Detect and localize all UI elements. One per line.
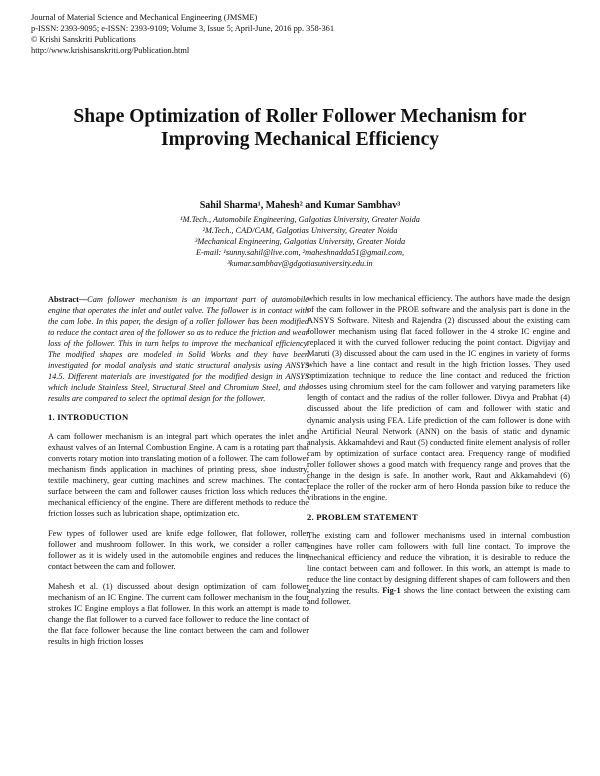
paragraph: which results in low mechanical efficiency. The authors have made the design of the cam follower in the PROE software and the analysis part is done in the ANSYS Software. Nitesh and Rajendra (2) discussed about the existing cam follower mechanism using flat faced follower in the 4 stroke IC engine and replaced it with the curved follower reducing the point contact. Digvijay and Maruti (3) discussed about the cam used in the IC engines in variety of forms which have a line contact and result in the high friction losses. They used optimization technique to reduce the line contact and reduced the friction losses using chromium steel for the cam follower and varying parameters like length of contact and the radius of the roller follower. Divya and Prabhat (4) discussed about the life prediction of cam and follower with static and dynamic analysis using FEA. Life prediction of the cam follower is done with the Artificial Neural Network (ANN) on the basis of static and dynamic analysis. Akkamahdevi and Raut (5) conducted finite element analysis of roller cam by optimization of surface contact area. Frequency range of modified roller follower shows a good match with frequency range and proves that the change in the design is safe. In another work, Raut and Akkamahdevi (6) replace the roller of the rocker arm of hero Honda passion bike to reduce the vibrations in the engine. [307,294,570,502]
figure-reference: Fig-1 [382,586,401,596]
right-column [307,293,570,616]
issn-line: p-ISSN: 2393-9095; e-ISSN: 2393-9109; Volume 3, Issue 5; April-June, 2016 pp. 358-361 [31,24,335,33]
journal-header [31,12,431,56]
paragraph: Mahesh et al. (1) discussed about design optimization of cam follower mechanism of an IC Engine. The current cam follower mechanism in the four strokes IC Engine employs a flat follower. In this work an attempt is made to change the flat follower to a curved face follower to reduce the line contact of the flat face follower because the line contact between the cam and follower results in high friction losses [48,582,309,647]
author-list: Sahil Sharma¹, Mahesh² and Kumar Sambhav³ [199,200,401,211]
section-heading-problem-statement: 2. PROBLEM STATEMENT [307,511,418,522]
paragraph: Few types of follower used are knife edge follower, flat follower, roller follower and mushroom follower. In this work, we consider a roller cam follower as it is widely used in the automobile engines and reduces the line contact between the cam and follower. [48,528,309,572]
problem-text-end: shows the line contact between the existing cam and follower. [307,586,571,607]
paragraph: A cam follower mechanism is an integral part which operates the inlet and exhaust valves of an Internal Combustion Engine. A cam is a rotating part that converts rotary motion into translating motion of a follower. The cam follower mechanism finds application in machines of printing press, shoe industry, textile machinery, gear cutting machines and screw machines. The contact surface between the cam and follower causes friction loss which reduces the mechanical efficiency of the engine. There are different methods to reduce the friction losses such as lubrication shape, optimization etc. [48,431,309,518]
affiliation-line: ³Mechanical Engineering, Galgotias University, Greater Noida [194,237,406,246]
publisher-line: © Krishi Sanskriti Publications [31,35,136,44]
journal-name: Journal of Material Science and Mechanical Engineering (JMSME) [31,13,258,22]
email-line: E-mail: ¹sunny.sahil@live.com, ²maheshnadda51@gmail.com, [195,248,405,257]
affiliation-line: ¹M.Tech., Automobile Engineering, Galgotias University, Greater Noida [180,215,420,224]
section-heading-introduction: 1. INTRODUCTION [48,412,129,423]
problem-text: The existing cam and follower mechanisms used in internal combustion engines have roller cam followers with full line contact. To improve the mechanical efficiency and reduce the vibration, it is desirable to reduce the line contact between cam and follower. In this work, an attempt is made to reduce the line contact by designing different shapes of cam followers and then analyzing the results. [307,530,570,596]
abstract [48,294,309,404]
paper-title: Shape Optimization of Roller Follower Mechanism for Improving Mechanical Efficiency [73,106,527,150]
abstract-text: Cam follower mechanism is an important part of automobile engine that operates the inlet and outlet valve. The follower is in contact with the cam lobe. In this paper, the design of a roller follower has been modified to reduce the contact area of the follower so as to reduce the friction and wear loss of the follower. This in turn helps to improve the mechanical efficiency. The modified shapes are modeled in Solid Works and they have been investigated for modal analysis and static structural analysis using ANSYS 14.5. Different materials are investigated for the modified design in ANSYS which include Stainless Steel, Structural Steel and Chromium Steel, and the results are compared to select the optimal design for the follower. [48,295,309,404]
paragraph [307,530,570,607]
publication-url[interactable]: http://www.krishisanskriti.org/Publication.html [31,46,190,55]
email-line: ³kumar.sambhav@gdgotiasuniversity.edu.in [227,259,373,268]
left-column [48,294,309,656]
affiliation-line: ²M.Tech., CAD/CAM, Galgotias University, Greater Noida [202,226,398,235]
abstract-label: Abstract— [48,295,88,304]
affiliations [60,214,540,269]
